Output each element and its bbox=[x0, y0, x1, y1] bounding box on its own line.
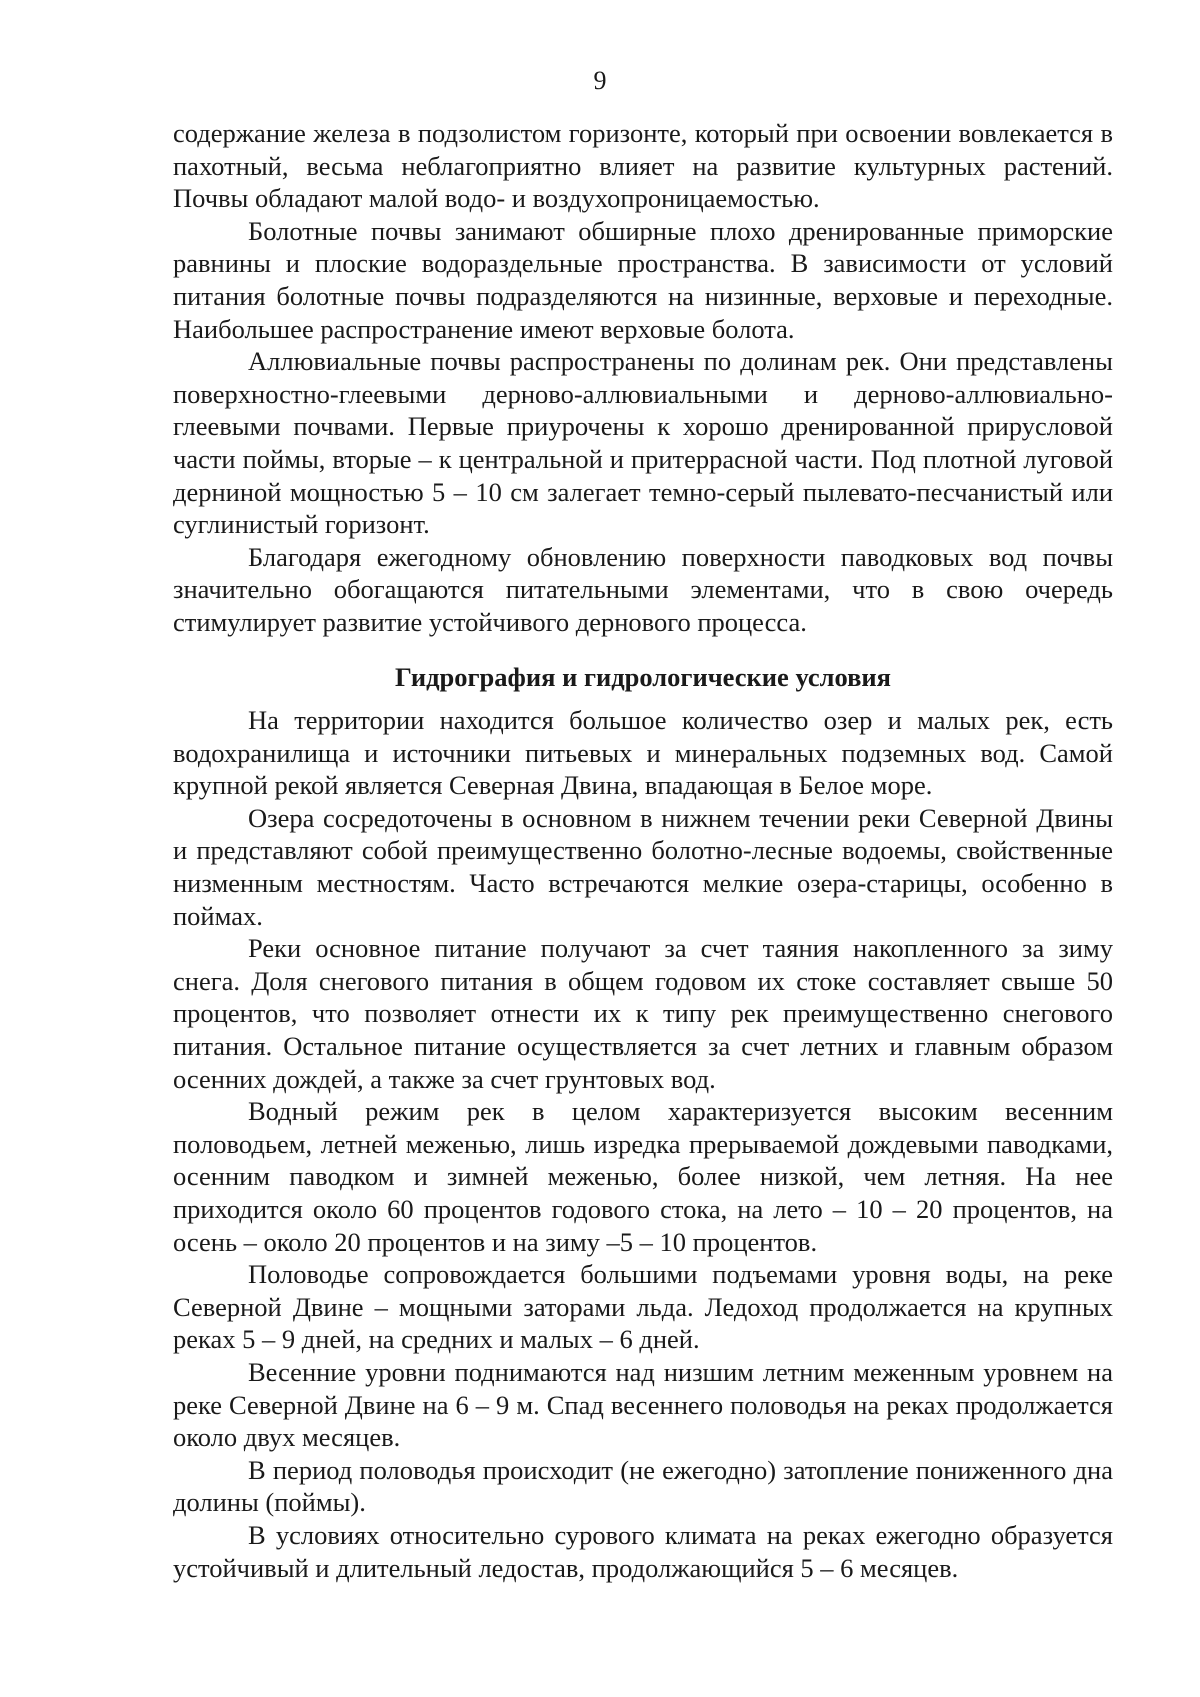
paragraph-water-regime: Водный режим рек в целом характеризуется высоким весенним половодьем, летней меженью, лишь изредка прерываемой дождевыми паводками, осенним паводком и зимней меженью, более низкой, чем летняя. На нее приходится около 60 процентов годового стока, на лето – 10 – 20 процентов, на осень – около 20 процентов и на зиму –5 – 10 процентов. bbox=[173, 1096, 1113, 1257]
paragraph-river-feeding: Реки основное питание получают за счет таяния накопленного за зиму снега. Доля снегового питания в общем годовом их стоке составляет свыше 50 процентов, что позволяет отнести их к типу рек преимущественно снегового питания. Остальное питание осуществляется за счет летних и главным образом осенних дождей, а также за счет грунтовых вод. bbox=[173, 933, 1113, 1094]
page-body bbox=[173, 117, 1113, 1584]
paragraph-freeze-up: В условиях относительно сурового климата на реках ежегодно образуется устойчивый и длительный ледостав, продолжающийся 5 – 6 месяцев. bbox=[173, 1519, 1113, 1583]
paragraph-continuation: содержание железа в подзолистом горизонте, который при освоении вовлекается в пахотный, весьма неблагоприятно влияет на развитие культурных растений. Почвы обладают малой водо- и воздухопроницаемостью. bbox=[173, 118, 1113, 214]
paragraph-spring-levels: Весенние уровни поднимаются над низшим летним меженным уровнем на реке Северной Двине на 6 – 9 м. Спад весеннего половодья на реках продолжается около двух месяцев. bbox=[173, 1356, 1113, 1453]
page-number: 9 bbox=[593, 66, 607, 95]
paragraph-flood-ice: Половодье сопровождается большими подъемами уровня воды, на реке Северной Двине – мощными заторами льда. Ледоход продолжается на крупных реках 5 – 9 дней, на средних и малых – 6 дней. bbox=[173, 1259, 1113, 1355]
paragraph-lakes: Озера сосредоточены в основном в нижнем течении реки Северной Двины и представляют собой преимущественно болотно-лесные водоемы, свойственные низменным местностям. Часто встречаются мелкие озера-старицы, особенно в поймах. bbox=[173, 802, 1113, 931]
section-heading: Гидрография и гидрологические условия bbox=[394, 661, 892, 692]
paragraph-territory-waters: На территории находится большое количество озер и малых рек, есть водохранилища и источники питьевых и минеральных подземных вод. Самой крупной рекой является Северная Двина, впадающая в Белое море. bbox=[173, 705, 1113, 801]
paragraph-swamp-soils: Болотные почвы занимают обширные плохо дренированные приморские равнины и плоские водораздельные пространства. В зависимости от условий питания болотные почвы подразделяются на низинные, верховые и переходные. Наибольшее распространение имеют верховые болота. bbox=[173, 215, 1113, 344]
paragraph-alluvial-soils: Аллювиальные почвы распространены по долинам рек. Они представлены поверхностно-глеевыми дерново-аллювиальными и дерново-аллювиально-глеевыми почвами. Первые приурочены к хорошо дренированной прирусловой части поймы, вторые – к центральной и притеррасной части. Под плотной луговой дерниной мощностью 5 – 10 см залегает темно-серый пылевато-песчанистый или суглинистый горизонт. bbox=[173, 346, 1113, 540]
paragraph-flood-renewal: Благодаря ежегодному обновлению поверхности паводковых вод почвы значительно обогащаются питательными элементами, что в свою очередь стимулирует развитие устойчивого дернового процесса. bbox=[173, 541, 1113, 637]
paragraph-floodplain: В период половодья происходит (не ежегодно) затопление пониженного дна долины (поймы). bbox=[173, 1454, 1113, 1518]
